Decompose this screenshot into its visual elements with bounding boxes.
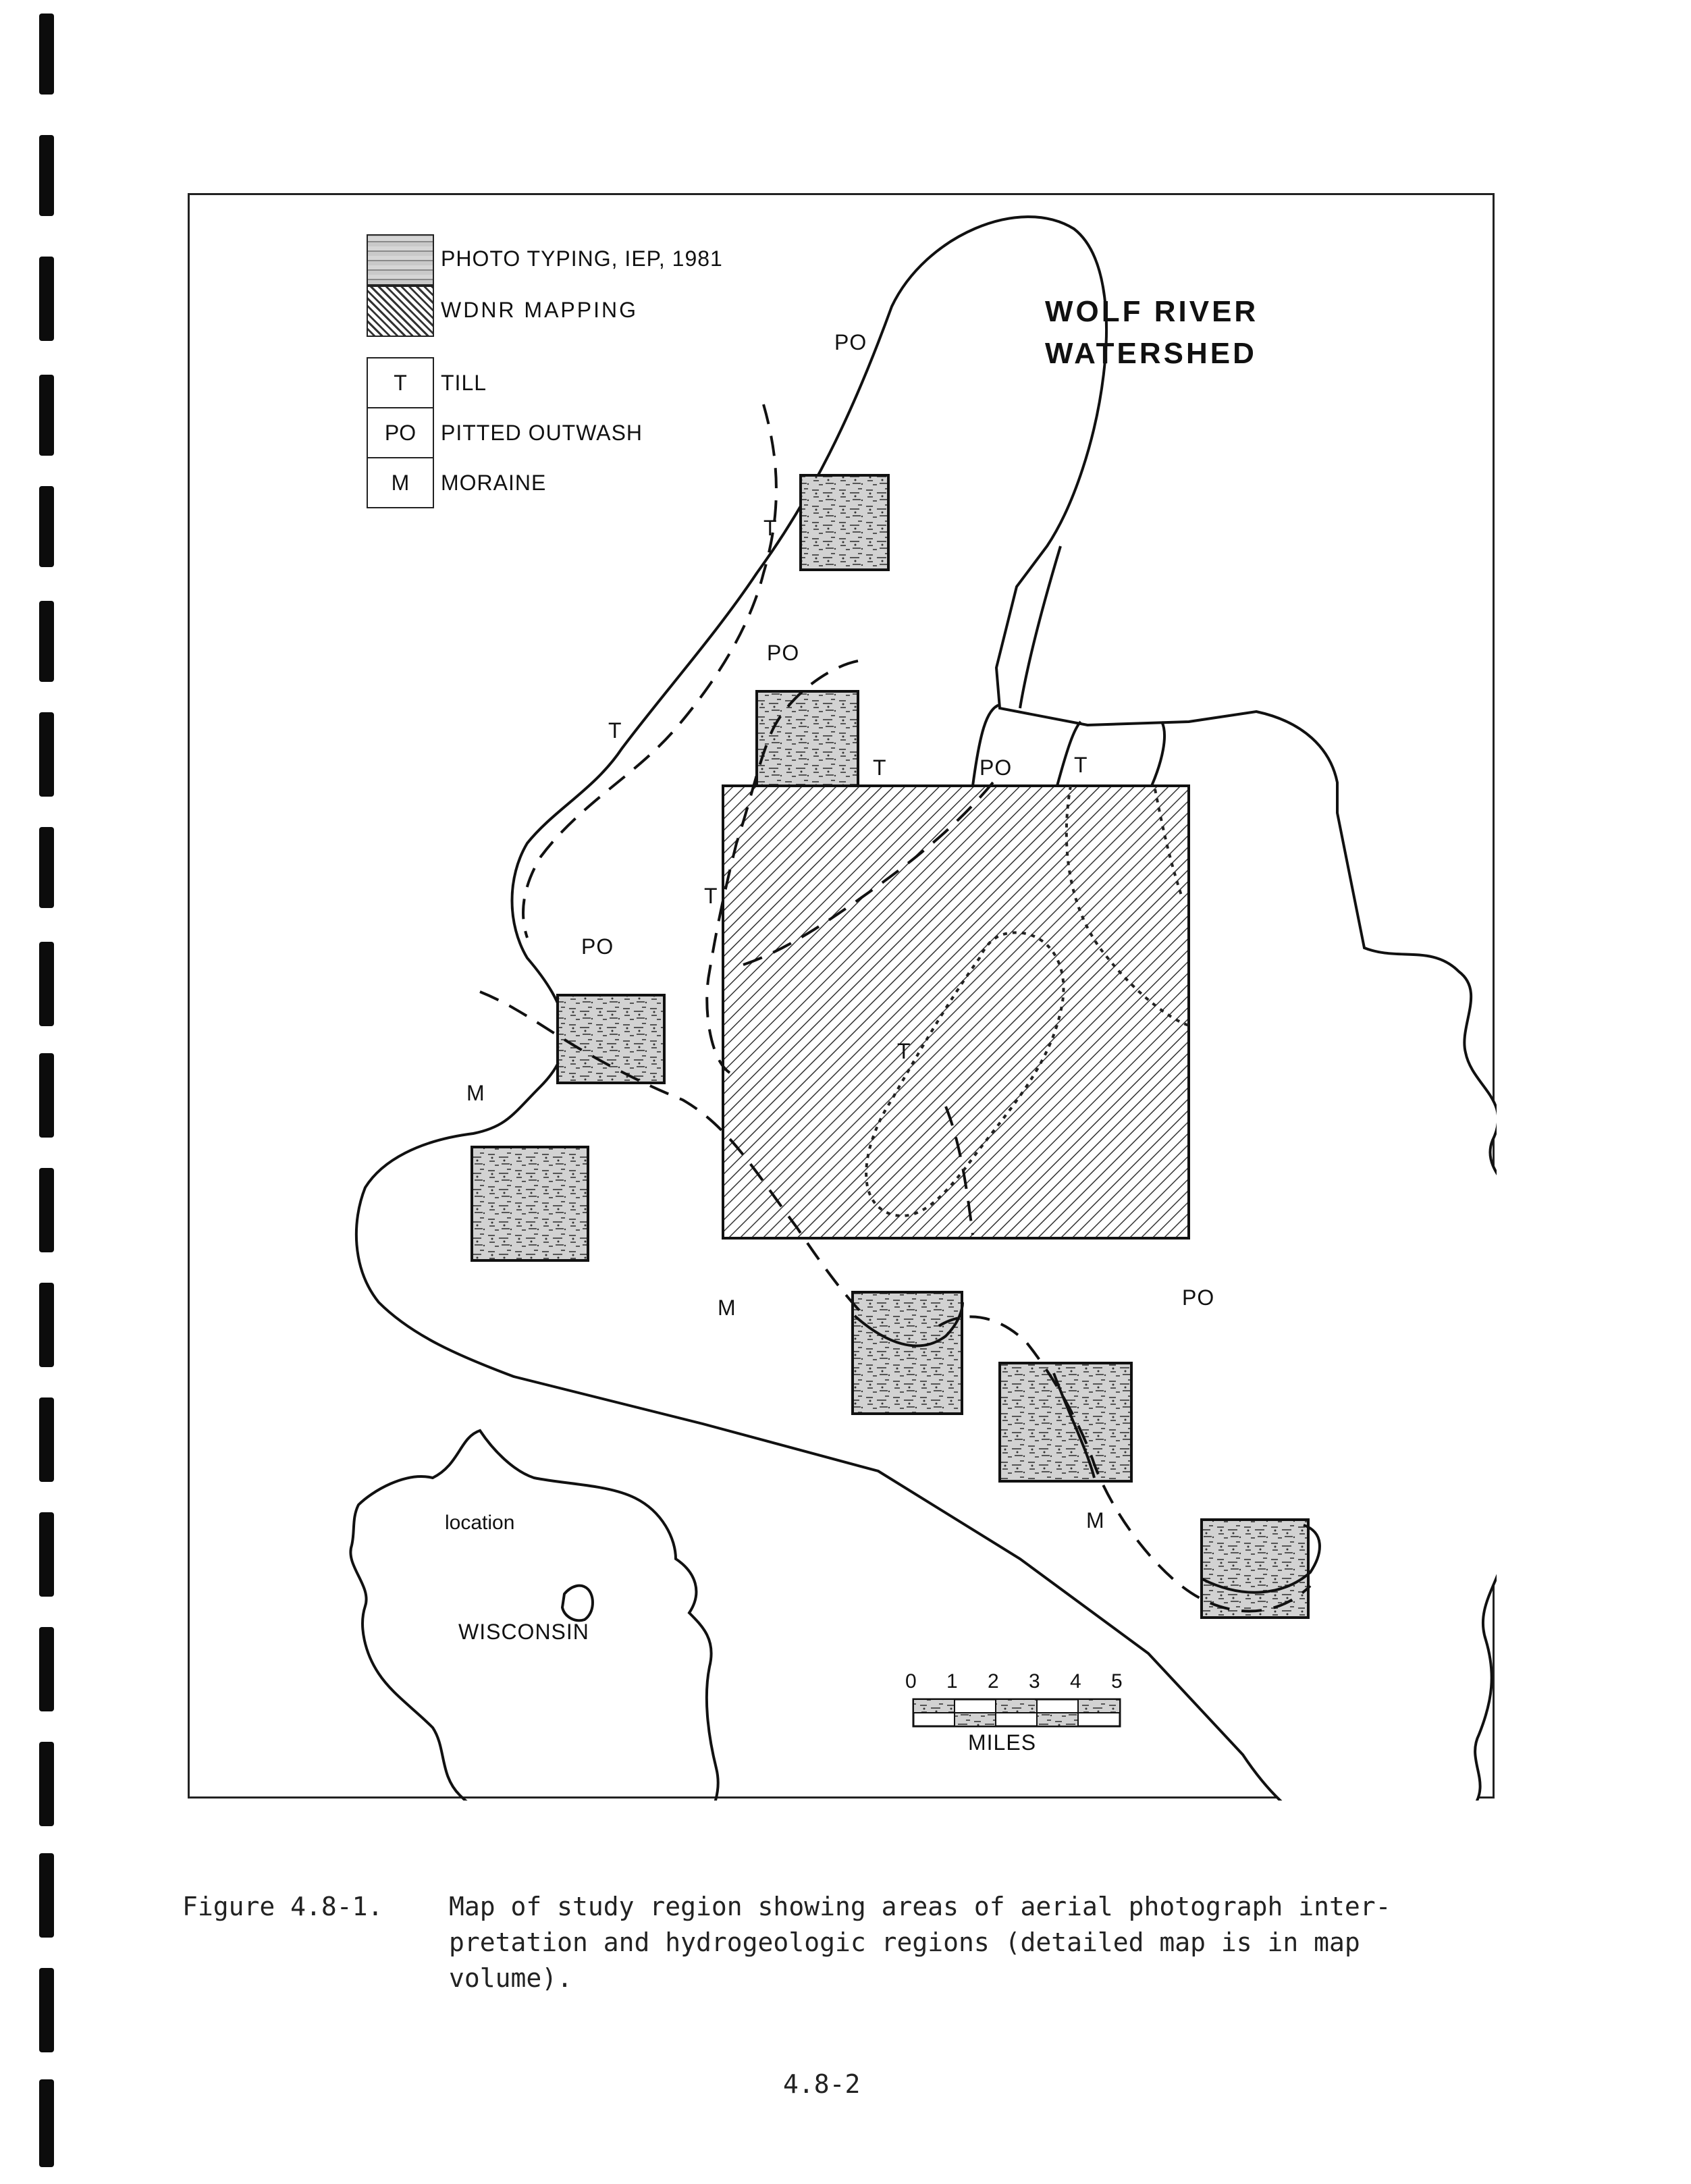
photo-typing-area	[853, 1292, 962, 1414]
photo-typing-area	[1000, 1363, 1131, 1481]
binder-mark	[39, 1397, 54, 1482]
region-label-po: PO	[1182, 1285, 1215, 1310]
region-label-po: PO	[979, 755, 1013, 780]
figure-caption-label: Figure 4.8-1.	[182, 1892, 383, 1921]
legend-code-moraine: M	[367, 457, 434, 508]
scale-unit-label: MILES	[968, 1730, 1037, 1755]
scale-tick-label: 5	[1111, 1670, 1123, 1693]
region-label-po: PO	[767, 641, 800, 665]
region-label-po: PO	[581, 934, 614, 959]
binder-mark	[39, 1742, 54, 1826]
figure-caption-line: pretation and hydrogeologic regions (detailed map is in map	[449, 1927, 1360, 1957]
map-figure	[188, 193, 1495, 1799]
scale-tick-label: 3	[1029, 1670, 1040, 1693]
region-label-m: M	[466, 1081, 485, 1105]
scale-tick-label: 1	[946, 1670, 958, 1693]
binder-mark	[39, 257, 54, 341]
legend-wdnr-mapping-label: WDNR MAPPING	[441, 298, 638, 322]
legend-code-pitted-outwash: PO	[367, 407, 434, 458]
binder-mark	[39, 1053, 54, 1138]
photo-typing-area	[801, 475, 888, 570]
scale-bar	[913, 1699, 1120, 1726]
binder-mark	[39, 2079, 54, 2167]
region-label-m: M	[718, 1296, 736, 1320]
binder-mark	[39, 1283, 54, 1367]
binder-mark	[39, 375, 54, 456]
legend-photo-typing-label: PHOTO TYPING, IEP, 1981	[441, 246, 723, 271]
scale-tick-label: 4	[1070, 1670, 1081, 1693]
binder-mark	[39, 601, 54, 682]
photo-typing-area	[757, 691, 858, 786]
legend-pitted-outwash-label: PITTED OUTWASH	[441, 421, 643, 445]
photo-typing-area	[1202, 1520, 1308, 1618]
map-title-line1: WOLF RIVER	[1045, 295, 1259, 328]
binder-mark	[39, 712, 54, 797]
binder-mark	[39, 1168, 54, 1252]
binder-mark	[39, 1853, 54, 1938]
binder-mark	[39, 1512, 54, 1597]
page-number: 4.8-2	[783, 2069, 861, 2099]
photo-typing-swatch	[367, 234, 434, 286]
legend-moraine-label: MORAINE	[441, 471, 547, 495]
figure-caption-line: Map of study region showing areas of aerial photograph inter-	[449, 1892, 1391, 1921]
location-marker	[562, 1586, 593, 1621]
region-label-t: T	[704, 884, 718, 908]
binder-mark	[39, 1968, 54, 2052]
legend-code-till: T	[367, 357, 434, 408]
scale-tick-label: 0	[905, 1670, 917, 1693]
binder-mark	[39, 135, 54, 216]
region-label-t: T	[897, 1039, 911, 1063]
wdnr-mapping-area	[723, 786, 1189, 1238]
photo-typing-area	[558, 995, 664, 1083]
figure-caption-line: volume).	[449, 1963, 573, 1993]
binder-mark	[39, 1627, 54, 1711]
legend-till-label: TILL	[441, 371, 487, 395]
binder-mark	[39, 942, 54, 1026]
region-label-po: PO	[834, 330, 867, 354]
wdnr-mapping-swatch	[367, 286, 434, 337]
inset-location-label: location	[445, 1512, 515, 1534]
wisconsin-outline	[350, 1431, 718, 1801]
inset-state-label: WISCONSIN	[458, 1620, 589, 1644]
region-label-t: T	[608, 718, 622, 743]
photo-typing-area	[472, 1147, 588, 1260]
region-label-t: T	[873, 755, 887, 780]
binder-mark	[39, 827, 54, 908]
map-title-line2: WATERSHED	[1045, 337, 1257, 370]
region-label-t: T	[1074, 753, 1088, 777]
region-label-t: T	[763, 516, 778, 540]
scale-tick-label: 2	[988, 1670, 999, 1693]
region-label-m: M	[1086, 1508, 1105, 1533]
binder-mark	[39, 14, 54, 95]
binder-mark	[39, 486, 54, 567]
